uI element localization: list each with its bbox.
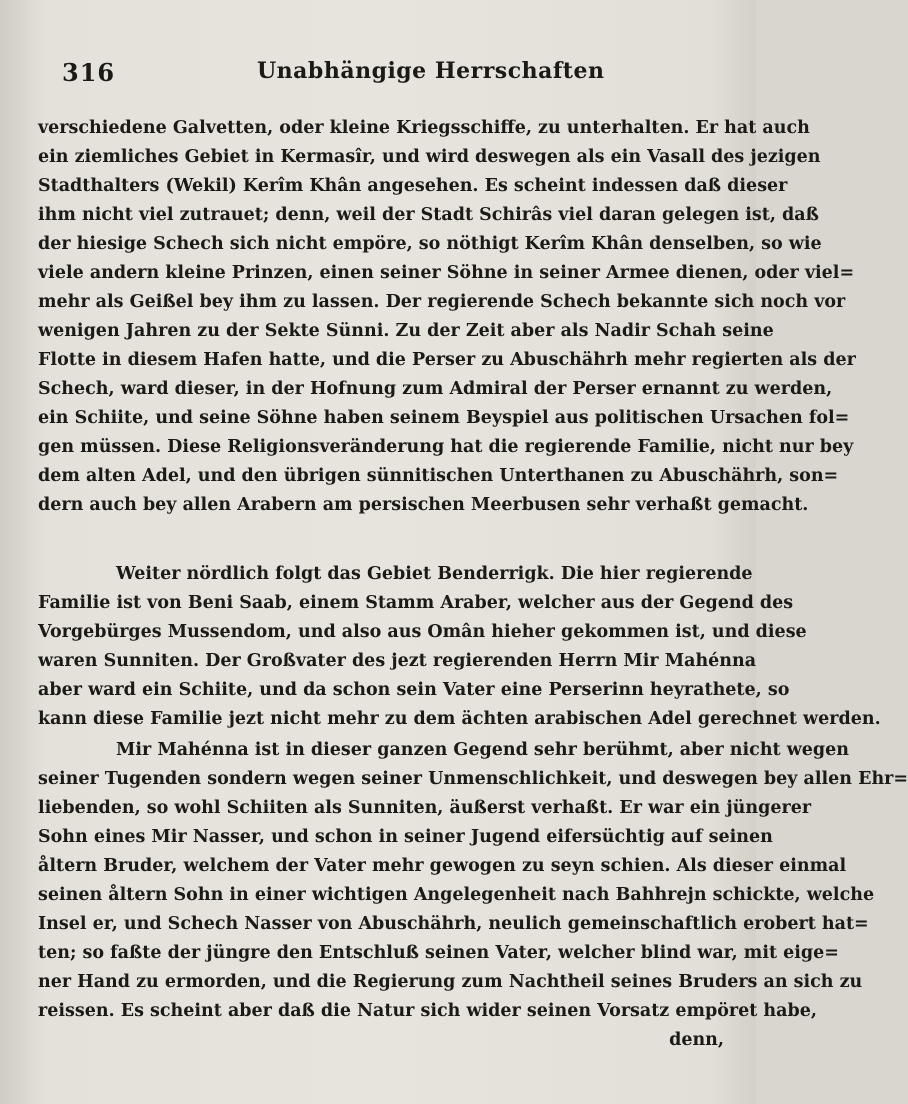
text-line: dem alten Adel, und den übrigen sünnitischen Unterthanen zu Abuschährh, son= [38,466,839,486]
paragraph-3 [38,736,908,1055]
text-line: Mir Mahénna ist in dieser ganzen Gegend sehr berühmt, aber nicht wegen [116,740,850,760]
text-line: waren Sunniten. Der Großvater des jezt regierenden Herrn Mir Mahénna [38,651,757,671]
text-line: Sohn eines Mir Nasser, und schon in seiner Jugend eifersüchtig auf seinen [38,827,773,847]
text-line: ten; so faßte der jüngre den Entschluß seinen Vater, welcher blind war, mit eige= [38,943,839,963]
text-line: dern auch bey allen Arabern am persischen Meerbusen sehr verhaßt gemacht. [38,495,809,515]
paragraph-1 [38,114,856,520]
text-line: Weiter nördlich folgt das Gebiet Benderrigk. Die hier regierende [116,564,753,584]
text-line: Vorgebürges Mussendom, und also aus Omân hieher gekommen ist, und diese [38,622,807,642]
text-line: Schech, ward dieser, in der Hofnung zum Admiral der Perser ernannt zu werden, [38,379,833,399]
text-line: viele andern kleine Prinzen, einen seiner Söhne in seiner Armee dienen, oder viel= [38,263,855,283]
text-line: ein Schiite, und seine Söhne haben seinem Beyspiel aus politischen Ursachen fol= [38,408,850,428]
page-number: 316 [62,58,116,87]
text-line: Stadthalters (Wekil) Kerîm Khân angesehen. Es scheint indessen daß dieser [38,176,788,196]
text-line: reissen. Es scheint aber daß die Natur sich wider seinen Vorsatz empöret habe, [38,1001,817,1021]
text-line: Familie ist von Beni Saab, einem Stamm Araber, welcher aus der Gegend des [38,593,794,613]
text-line: der hiesige Schech sich nicht empöre, so nöthigt Kerîm Khân denselben, so wie [38,234,822,254]
text-line: Flotte in diesem Hafen hatte, und die Perser zu Abuschährh mehr regierten als der [38,350,856,370]
text-line: seinen åltern Sohn in einer wichtigen Angelegenheit nach Bahhrejn schickte, welche [38,885,875,905]
paragraph-2 [38,560,881,734]
text-line: mehr als Geißel bey ihm zu lassen. Der regierende Schech bekannte sich noch vor [38,292,846,312]
text-line: Insel er, und Schech Nasser von Abuschährh, neulich gemeinschaftlich erobert hat= [38,914,869,934]
text-line: kann diese Familie jezt nicht mehr zu dem ächten arabischen Adel gerechnet werden. [38,709,881,729]
text-line: verschiedene Galvetten, oder kleine Kriegsschiffe, zu unterhalten. Er hat auch [38,118,810,138]
page-header [62,58,696,88]
text-line: ein ziemliches Gebiet in Kermasîr, und wird deswegen als ein Vasall des jezigen [38,147,821,167]
text-line: wenigen Jahren zu der Sekte Sünni. Zu der Zeit aber als Nadir Schah seine [38,321,774,341]
text-line: seiner Tugenden sondern wegen seiner Unmenschlichkeit, und deswegen bey allen Ehr= [38,769,908,789]
text-line: ner Hand zu ermorden, und die Regierung zum Nachtheil seines Bruders an sich zu [38,972,863,992]
text-line: aber ward ein Schiite, und da schon sein Vater eine Perserinn heyrathete, so [38,680,790,700]
catchword: denn, [669,1030,724,1050]
text-line: gen müssen. Diese Religionsveränderung hat die regierende Familie, nicht nur bey [38,437,854,457]
text-line: ihm nicht viel zutrauet; denn, weil der Stadt Schirâs viel daran gelegen ist, daß [38,205,819,225]
running-title: Unabhängige Herrschaften [257,58,605,84]
text-line: åltern Bruder, welchem der Vater mehr gewogen zu seyn schien. Als dieser einmal [38,856,847,876]
text-line: liebenden, so wohl Schiiten als Sunniten, äußerst verhaßt. Er war ein jüngerer [38,798,812,818]
